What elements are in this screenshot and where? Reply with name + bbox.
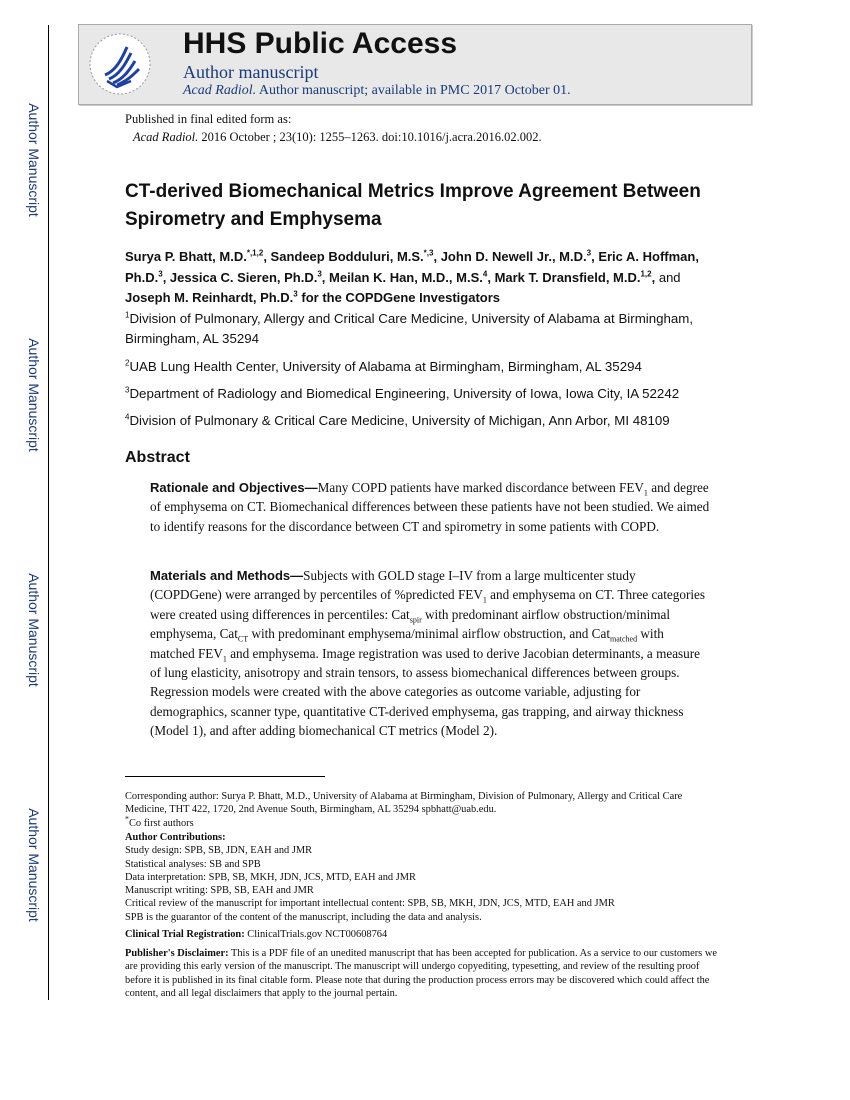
margin-rule	[48, 25, 49, 1000]
footnote-rule	[125, 776, 325, 777]
contrib-line: Data interpretation: SPB, SB, MKH, JDN, JCS, MTD, EAH and JMR	[125, 871, 416, 883]
contrib-line: SPB is the guarantor of the content of the manuscript, including the data and analysis.	[125, 911, 482, 923]
section-heading: Rationale and Objectives—	[150, 480, 318, 495]
affiliation	[125, 411, 745, 431]
header-subtitle: Author manuscript	[183, 62, 319, 82]
availability-text: Author manuscript; available in PMC 2017 October 01.	[258, 83, 571, 98]
author-name: Mark T. Dransfield, M.D.	[494, 269, 641, 285]
cofirst-mark: *	[125, 814, 129, 824]
affiliation-number: 4	[125, 412, 130, 422]
and-text: and	[658, 269, 681, 285]
affiliation-text: UAB Lung Health Center, University of Alabama at Birmingham, Birmingham, AL 35294	[129, 359, 642, 374]
article-title: CT-derived Biomechanical Metrics Improve Agreement Between Spirometry and Emphysema	[125, 181, 701, 230]
citation-text[interactable]: 2016 October ; 23(10): 1255–1263. doi:10.1016/j.acra.2016.02.002.	[201, 130, 542, 144]
affiliation-number: 3	[125, 385, 130, 395]
author-name: Eric A. Hoffman, Ph.D.	[125, 249, 699, 285]
contrib-line: Statistical analyses: SB and SPB	[125, 858, 261, 870]
affiliation	[125, 357, 745, 377]
contrib-line: Manuscript writing: SPB, SB, EAH and JMR	[125, 885, 314, 897]
hhs-eagle-logo-icon	[87, 31, 153, 97]
text: with matched FEV	[150, 626, 664, 661]
trial-text: ClinicalTrials.gov NCT00608764	[244, 929, 388, 940]
author-affil: 4	[482, 269, 488, 279]
trial-heading: Clinical Trial Registration:	[125, 929, 245, 940]
author-affil: 3	[586, 248, 592, 258]
abstract-heading: Abstract	[125, 449, 190, 466]
section-heading: Materials and Methods—	[150, 568, 304, 583]
affiliation-text: Division of Pulmonary & Critical Care Medicine, University of Michigan, Ann Arbor, MI 48109	[129, 413, 670, 428]
author-name: Surya P. Bhatt, M.D.	[125, 249, 247, 264]
citation-journal: Acad Radiol.	[133, 130, 199, 144]
affiliation-number: 1	[125, 310, 130, 320]
subscript: 1	[643, 488, 648, 498]
author-group: for the COPDGene Investigators	[301, 290, 501, 305]
text: and emphysema. Image registration was used to derive Jacobian determinants, a measure of lung elasticity, anisotropy and strain tensors, to assess biomechanical differences between groups. Regression models were created with the above categories as outcome variable, adjusting for demographics, scanner type, quantitative CT-derived emphysema, gas trapping, and airway thickness (Model 1), and after adding biomechanical CT metrics (Model 2).	[150, 645, 701, 739]
side-label-text: Author Manuscript	[26, 103, 42, 217]
subscript: CT	[237, 634, 249, 644]
contrib-heading: Author Contributions:	[125, 832, 226, 843]
affiliation	[125, 309, 745, 349]
side-label-text: Author Manuscript	[26, 573, 42, 687]
affiliation-text: Department of Radiology and Biomedical Engineering, University of Iowa, Iowa City, IA 52242	[129, 386, 680, 401]
author-affil: 1,2	[640, 269, 652, 279]
trial-registration	[125, 928, 725, 941]
published-label: Published in final edited form as:	[125, 112, 292, 126]
citation	[125, 128, 542, 146]
side-label-text: Author Manuscript	[26, 808, 42, 922]
author-name: Meilan K. Han, M.D., M.S.	[329, 269, 483, 285]
cofirst-text: Co first authors	[129, 817, 194, 829]
abstract-rationale	[150, 478, 710, 536]
subscript: matched	[610, 634, 638, 644]
text: with predominant airflow obstruction/minimal emphysema, Cat	[150, 606, 671, 642]
published-info	[125, 110, 542, 146]
author-list: Surya P. Bhatt, M.D.$^{*,1,2}$, Sandeep Bodduluri, M.S.$^{*,3}$, John D. Newell Jr., M.D.$^3$, Eric A. Hoffman, Ph.D.$^3$, Jessica C. Sieren, Ph.D.$^3$, Meilan K. Han, M.D., M.S.$^4$, Mark T. Dransfield, M.D.$^{1,2}$, and Joseph M. Reinhardt, Ph.D.$^3$ for the COPDGene Investigators	[125, 248, 699, 305]
text: and emphysema on CT. Three categories were created using differences in percentiles: Cat	[150, 587, 705, 622]
abstract-methods	[150, 566, 710, 741]
subscript: spir	[409, 615, 422, 625]
text: Many COPD patients have marked discordance between FEV	[317, 480, 644, 495]
text: and degree of emphysema on CT. Biomechanical differences between these patients have not been studied. We aimed to identify reasons for the discordance between CT and spirometry in some patients with COPD.	[150, 480, 710, 534]
disclaimer-text: This is a PDF file of an unedited manuscript that has been accepted for publication. As a service to our customers we are providing this early version of the manuscript. The manuscript will undergo copyediting, typesetting, and review of the resulting proof before it is published in its final citable form. Please note that during the production process errors may be discovered which could affect the content, and all legal disclaimers that apply to the journal pertain.	[125, 948, 717, 999]
header-title: HHS Public Access	[183, 27, 457, 60]
contrib-line: Study design: SPB, SB, JDN, EAH and JMR	[125, 845, 313, 857]
subscript: 1	[222, 654, 227, 664]
text: Subjects with GOLD stage I–IV from a large multicenter study (COPDGene) were arranged by percentiles of %predicted FEV	[150, 568, 636, 603]
contrib-line: Critical review of the manuscript for important intellectual content: SPB, SB, MKH, JDN, JCS, MTD, EAH and JMR	[125, 898, 615, 910]
hhs-header	[78, 24, 752, 105]
affiliation-text: Division of Pulmonary, Allergy and Critical Care Medicine, University of Alabama at Birmingham, Birmingham, AL 35294	[125, 311, 694, 346]
disclaimer-heading: Publisher's Disclaimer:	[125, 948, 229, 959]
text: with predominant emphysema/minimal airflow obstruction, and Cat	[248, 626, 610, 642]
author-contributions	[125, 831, 725, 924]
corresponding-author	[125, 790, 725, 830]
author-affil: 3	[317, 269, 322, 279]
author-affil: *,1,2	[246, 248, 264, 258]
journal-name: Acad Radiol.	[183, 83, 257, 98]
author-name: Sandeep Bodduluri, M.S.	[270, 249, 424, 264]
affiliation	[125, 384, 745, 404]
author-affil: 3	[293, 289, 298, 299]
availability-line	[183, 83, 571, 99]
affiliation-number: 2	[125, 358, 130, 368]
author-name: Jessica C. Sieren, Ph.D.	[169, 269, 318, 285]
author-affil: *,3	[423, 248, 434, 258]
publisher-disclaimer	[125, 947, 725, 1000]
subscript: 1	[482, 596, 487, 606]
author-affil: 3	[158, 269, 163, 279]
corresponding-text: Corresponding author: Surya P. Bhatt, M.D., University of Alabama at Birmingham, Division of Pulmonary, Allergy and Critical Care Medicine, THT 422, 1720, 2nd Avenue South, Birmingham, AL 35294 spbhatt@uab.edu.	[125, 791, 683, 816]
author-name: John D. Newell Jr., M.D.	[440, 249, 587, 264]
author-name: Joseph M. Reinhardt, Ph.D.	[125, 290, 294, 305]
side-label-text: Author Manuscript	[26, 338, 42, 452]
